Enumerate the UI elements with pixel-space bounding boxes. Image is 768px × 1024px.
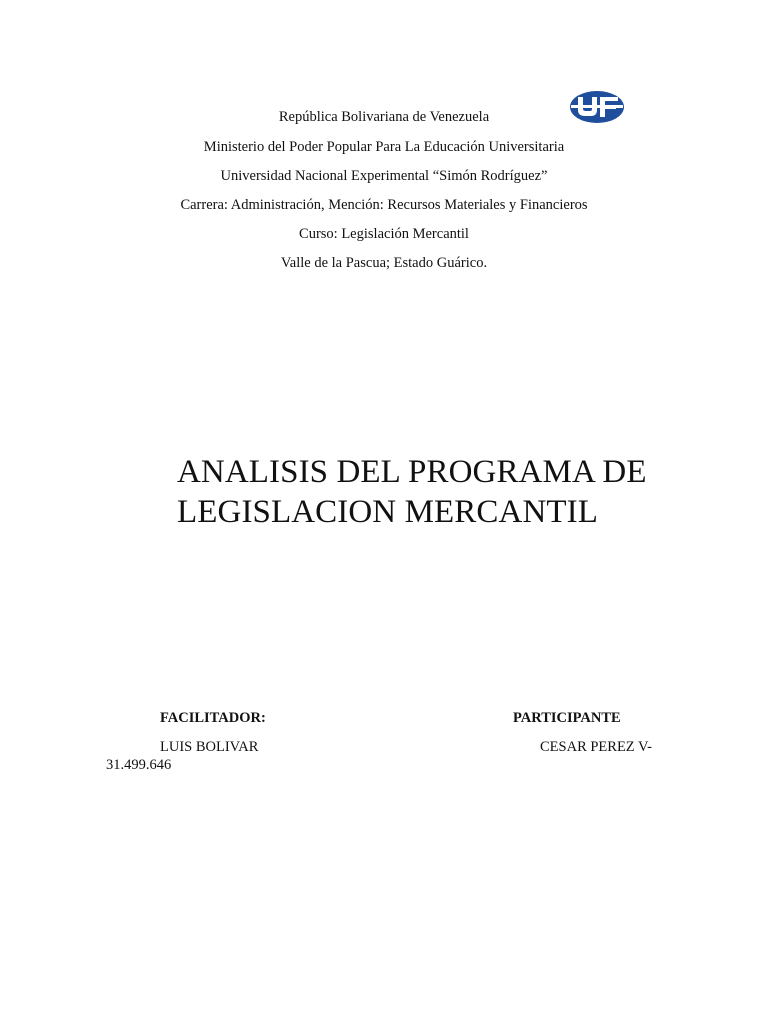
header-course: Curso: Legislación Mercantil: [299, 226, 469, 242]
header-country: República Bolivariana de Venezuela: [278, 109, 490, 125]
participant-id: 31.499.646: [106, 757, 172, 773]
university-logo-icon: [569, 89, 625, 125]
participant-label: PARTICIPANTE: [513, 710, 621, 726]
header-career: Carrera: Administración, Mención: Recursos Materiales y Financieros: [180, 197, 588, 213]
facilitator-label: FACILITADOR:: [160, 710, 266, 726]
title-line-2: LEGISLACION MERCANTIL: [177, 494, 598, 530]
facilitator-name: LUIS BOLIVAR: [160, 739, 259, 755]
participant-name: CESAR PEREZ V-: [540, 739, 652, 755]
title-line-1: ANALISIS DEL PROGRAMA DE: [177, 454, 647, 490]
header-ministry: Ministerio del Poder Popular Para La Educación Universitaria: [203, 139, 565, 155]
header-university: Universidad Nacional Experimental “Simón Rodríguez”: [220, 168, 548, 184]
document-title: [177, 452, 647, 532]
header-location: Valle de la Pascua; Estado Guárico.: [280, 255, 488, 271]
